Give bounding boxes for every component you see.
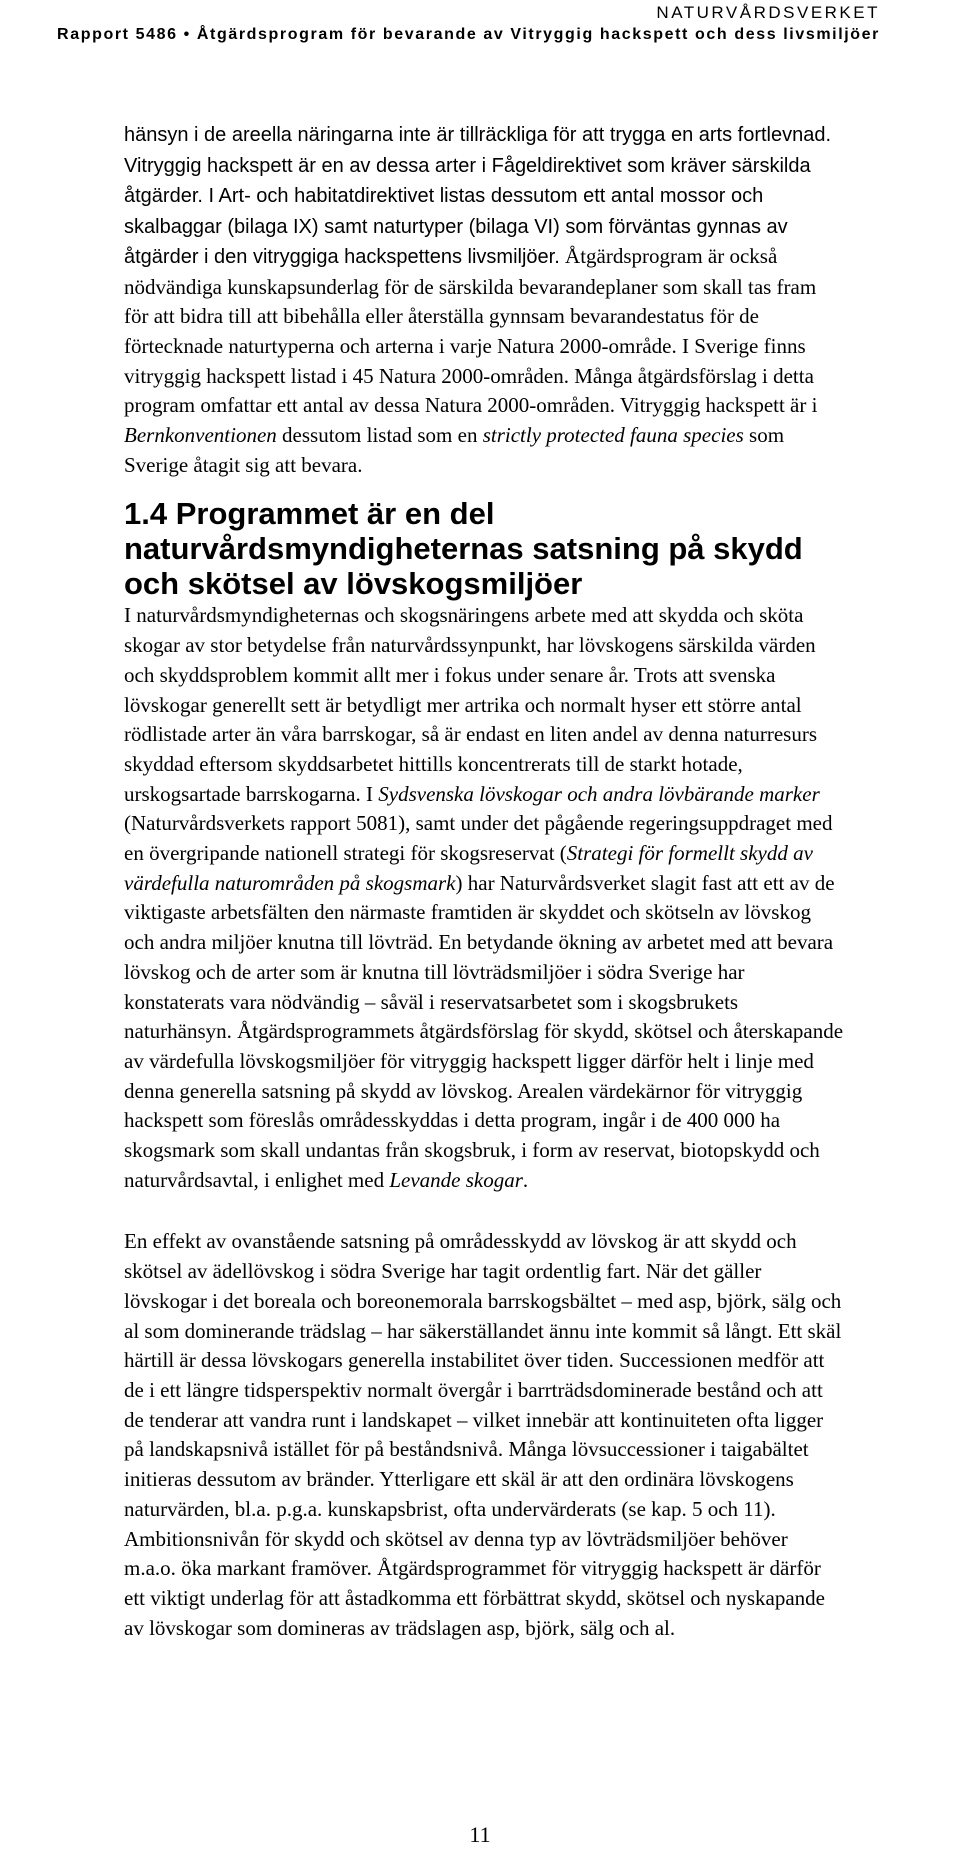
protected-species-term: strictly protected fauna species <box>482 423 744 448</box>
page-number <box>0 1822 960 1848</box>
running-header <box>57 2 880 46</box>
page-number-text: 11 <box>469 1822 491 1847</box>
para1-text-4: . <box>522 1167 529 1192</box>
continuation-sentence-2c: som Sverige åtagit sig att bevara. <box>124 423 785 477</box>
levande-skogar-ref: Levande skogar <box>389 1167 523 1192</box>
header-org: NATURVÅRDSVERKET <box>656 3 880 22</box>
page-body <box>124 120 844 1643</box>
continuation-sentence-2: Åtgärdsprogram är också nödvändiga kunskapsunderlag för de särskilda bevarandeplaner som skall tas fram för att bidra till att bibehålla eller återställa gynnsam bevarandestatus för de förtecknade naturtyperna och arterna i varje Natura 2000-område. I Sverige finns vitryggig hackspett listad i 45 Natura 2000-områden. Många åtgärdsförslag i detta program omfattar ett antal av dessa Natura 2000-områden. Vitryggig hackspett är i <box>124 244 818 418</box>
continuation-sentence-2b: dessutom listad som en <box>276 423 483 448</box>
continuation-sentence-1: hänsyn i de areella näringarna inte är tillräckliga för att trygga en arts fortlevnad. Vitryggig hackspett är en av dessa arter i Fågeldirektivet som kräver särskilda åtgärder. I Art- och habitatdirektivet listas dessutom ett antal mossor och skalbaggar (bilaga IX) samt naturtyper (bilaga VI) som förväntas gynnas av åtgärder i den vitryggiga hackspettens livsmiljöer. <box>124 124 832 268</box>
continuation-paragraph <box>124 120 844 480</box>
section-paragraph-2: En effekt av ovanstående satsning på områdesskydd av lövskog är att skydd och skötsel av ädellövskog i södra Sverige har tagit ordentlig fart. När det gäller lövskogar i det boreala och boreonemorala barrskogsbältet – med asp, björk, sälg och al som dominerande trädslag – har säkerställandet ännu inte kommit så långt. Ett skäl härtill är dessa lövskogars generella instabilitet över tiden. Successionen medför att de i ett längre tidsperspektiv normalt övergår i barrträdsdominerade bestånd och att de tenderar att vandra runt i landskapet – vilket innebär att kontinuiteten ofta ligger på landskapsnivå istället för på beståndsnivå. Många lövsuccessioner i taigabältet initieras dessutom av bränder. Ytterligare ett skäl är att den ordinära lövskogens naturvärden, bl.a. p.g.a. kunskapsbrist, ofta undervärderats (se kap. 5 och 11). Ambitionsnivån för skydd och skötsel av denna typ av lövträdsmiljöer behöver m.a.o. öka markant framöver. Åtgärdsprogrammet för vitryggig hackspett är därför ett viktigt underlag för att åstadkomma ett förbättrat skydd, skötsel och nyskapande av lövskogar som domineras av trädslagen asp, björk, sälg och al. <box>124 1229 842 1640</box>
section-heading: 1.4 Programmet är en del naturvårdsmyndigheternas satsning på skydd och skötsel av lövskogsmiljöer <box>124 496 803 602</box>
report-title-ref: Sydsvenska lövskogar och andra lövbärande marker <box>378 781 820 806</box>
bern-convention-ref: Bernkonventionen <box>124 423 277 448</box>
para1-text-1: I naturvårdsmyndigheternas och skogsnäringens arbete med att skydda och sköta skogar av stor betydelse från naturvårdssynpunkt, har lövskogens särskilda värden och skyddsproblem kommit allt mer i fokus under senare år. Trots att svenska lövskogar generellt sett är betydligt mer artrika och normalt hyser ett större antal rödlistade arter än våra barrskogar, så är endast en liten andel av denna naturresurs skyddad eftersom skyddsarbetet hittills koncentrerats till de starkt hotade, urskogsartade barrskogarna. I <box>124 603 818 806</box>
header-report-title: Rapport 5486 • Åtgärdsprogram för bevarande av Vitryggig hackspett och dess livsmiljöer <box>57 26 880 43</box>
para1-text-3: ) har Naturvårdsverket slagit fast att ett av de viktigaste arbetsfälten den närmaste framtiden är skyddet och skötseln av lövskog och andra miljöer knutna till lövträd. En betydande ökning av arbetet med att bevara lövskog och de arter som är knutna till lövträdsmiljöer i södra Sverige har konstaterats vara nödvändig – såväl i reservatsarbetet som i skogsbrukets naturhänsyn. Åtgärdsprogrammets åtgärdsförslag för skydd, skötsel och återskapande av värdefulla lövskogsmiljöer för vitryggig hackspett ligger därför helt i linje med denna generella satsning på skydd av lövskog. Arealen värdekärnor för vitryggig hackspett som föreslås områdesskyddas i detta program, ingår i de 400 000 ha skogsmark som skall undantas från skogsbruk, i form av reservat, biotopskydd och naturvårdsavtal, i enlighet med <box>124 870 844 1192</box>
para1-text-2: (Naturvårdsverkets rapport 5081), samt under det pågående regeringsuppdraget med en övergripande nationell strategi för skogsreservat ( <box>124 811 833 866</box>
strategy-title-ref: Strategi för formellt skydd av värdefulla naturområden på skogsmark <box>124 841 813 895</box>
section-paragraph-1 <box>124 601 844 1195</box>
